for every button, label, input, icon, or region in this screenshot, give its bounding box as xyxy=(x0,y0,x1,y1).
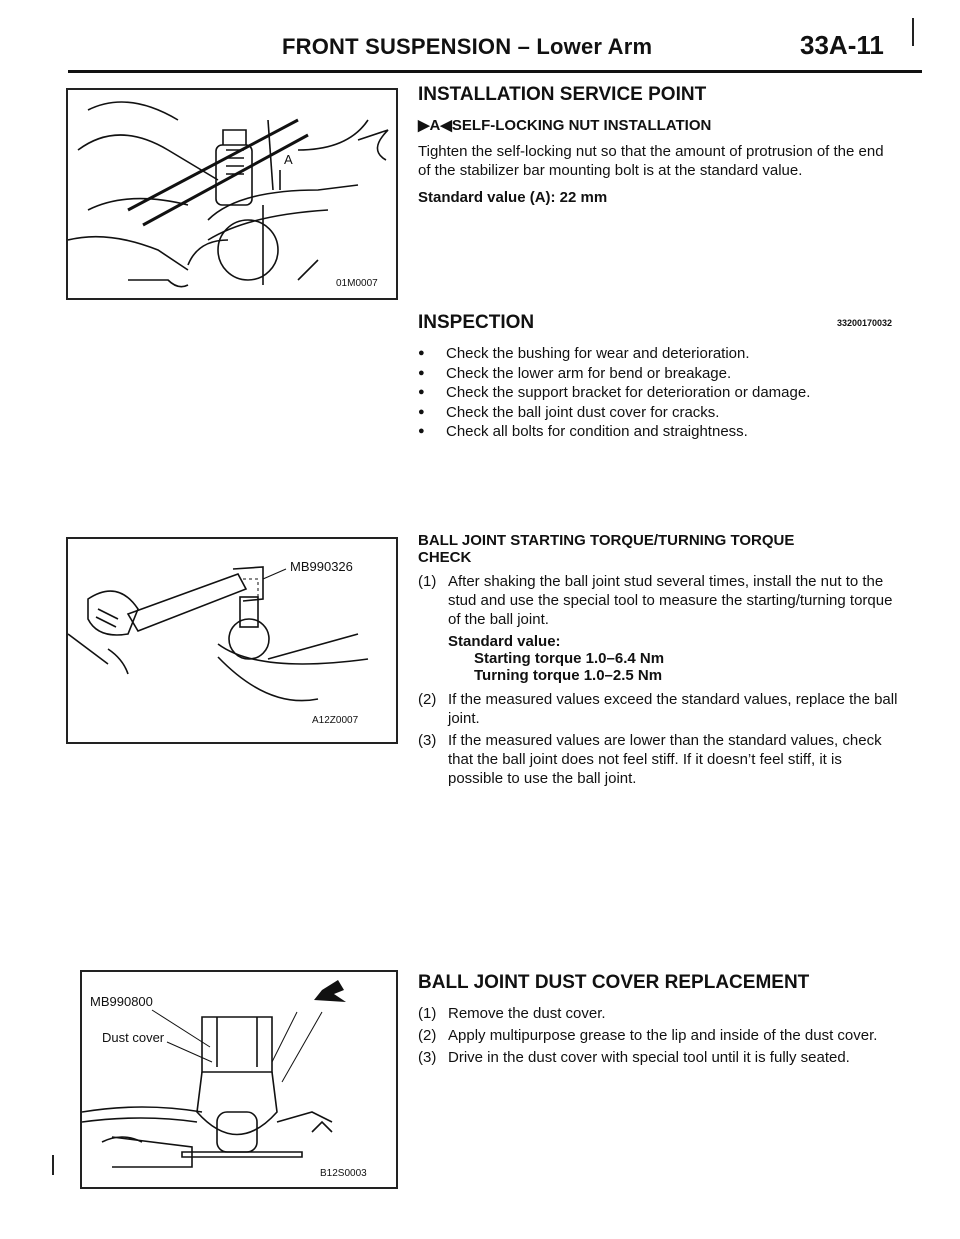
tool-label-mb990800: MB990800 xyxy=(90,994,153,1009)
list-item xyxy=(418,1004,898,1023)
list-item: ● Check the ball joint dust cover for cracks. xyxy=(418,403,898,423)
figure-dust-cover xyxy=(80,970,398,1189)
torque-steps-continued xyxy=(418,690,898,788)
figure-stabilizer-nut xyxy=(66,88,398,300)
margin-mark-left xyxy=(52,1155,54,1175)
step-number: (3) xyxy=(418,1049,437,1066)
figure-code: 01M0007 xyxy=(336,278,378,289)
dust-cover-section xyxy=(418,972,898,1070)
list-item: ● Check the lower arm for bend or breakage. xyxy=(418,364,898,384)
figure-torque-check xyxy=(66,537,398,744)
tool-label-mb990326: MB990326 xyxy=(290,559,353,574)
standard-value-label: Standard value: xyxy=(448,633,561,650)
dust-cover-heading: BALL JOINT DUST COVER REPLACEMENT xyxy=(418,972,810,993)
installation-heading: INSTALLATION SERVICE POINT xyxy=(418,84,707,105)
step-number: (1) xyxy=(418,1005,437,1022)
figure-code: B12S0003 xyxy=(320,1168,367,1179)
step-number: (1) xyxy=(418,573,437,590)
inspection-list xyxy=(418,344,898,442)
list-item: ● Check all bolts for condition and straightness. xyxy=(418,422,898,442)
section-title: FRONT SUSPENSION – Lower Arm xyxy=(282,34,653,59)
ball-joint-torque-section xyxy=(418,532,898,791)
page-number: 33A-11 xyxy=(800,30,884,60)
step-text: After shaking the ball joint stud several times, install the nut to the stud and use the special tool to measure the starting/turning torque of the ball joint. xyxy=(448,573,893,628)
installation-body: Tighten the self-locking nut so that the amount of protrusion of the end of the stabilizer bar mounting bolt is at the standard value. xyxy=(418,143,884,179)
installation-standard-value: Standard value (A): 22 mm xyxy=(418,189,608,206)
list-item xyxy=(418,1048,898,1067)
header-rule xyxy=(68,70,922,73)
stabilizer-nut-illustration xyxy=(68,90,396,298)
step-text: Drive in the dust cover with special tool until it is fully seated. xyxy=(448,1049,850,1066)
inspection-section xyxy=(418,312,898,442)
step-text: If the measured values exceed the standard values, replace the ball joint. xyxy=(448,691,898,727)
list-item xyxy=(418,731,898,788)
step-number: (3) xyxy=(418,732,437,749)
inspection-heading: INSPECTION xyxy=(418,312,535,333)
callout-a: A xyxy=(284,152,293,167)
torque-heading-line1: BALL JOINT STARTING TORQUE/TURNING TORQUE xyxy=(418,532,795,549)
turning-torque-value: Turning torque 1.0–2.5 Nm xyxy=(474,667,663,684)
step-number: (2) xyxy=(418,691,437,708)
starting-torque-value: Starting torque 1.0–6.4 Nm xyxy=(474,650,665,667)
self-locking-nut-heading-text: SELF-LOCKING NUT INSTALLATION xyxy=(451,117,712,134)
list-item: ● Check the bushing for wear and deterioration. xyxy=(418,344,898,364)
torque-heading-line2: CHECK xyxy=(418,549,472,566)
step-text: Remove the dust cover. xyxy=(448,1005,606,1022)
step-text: Apply multipurpose grease to the lip and inside of the dust cover. xyxy=(448,1027,878,1044)
torque-standard-block xyxy=(418,633,898,684)
step-text: If the measured values are lower than the standard values, check that the ball joint does not feel stiff. If it doesn’t feel stiff, it is possible to use the ball joint. xyxy=(448,732,882,787)
list-item xyxy=(418,572,898,629)
list-item: ● Check the support bracket for deterioration or damage. xyxy=(418,383,898,403)
figure-code: A12Z0007 xyxy=(312,715,359,726)
self-locking-nut-heading xyxy=(418,116,898,134)
list-item xyxy=(418,690,898,728)
step-number: (2) xyxy=(418,1027,437,1044)
service-point-marker: ▶A◀ xyxy=(418,117,452,134)
inspection-code: 33200170032 xyxy=(836,318,892,328)
margin-mark xyxy=(912,18,914,46)
dust-cover-steps xyxy=(418,1004,898,1067)
list-item xyxy=(418,1026,898,1045)
dust-cover-label: Dust cover xyxy=(102,1030,165,1045)
torque-steps xyxy=(418,572,898,629)
installation-section xyxy=(418,84,898,207)
